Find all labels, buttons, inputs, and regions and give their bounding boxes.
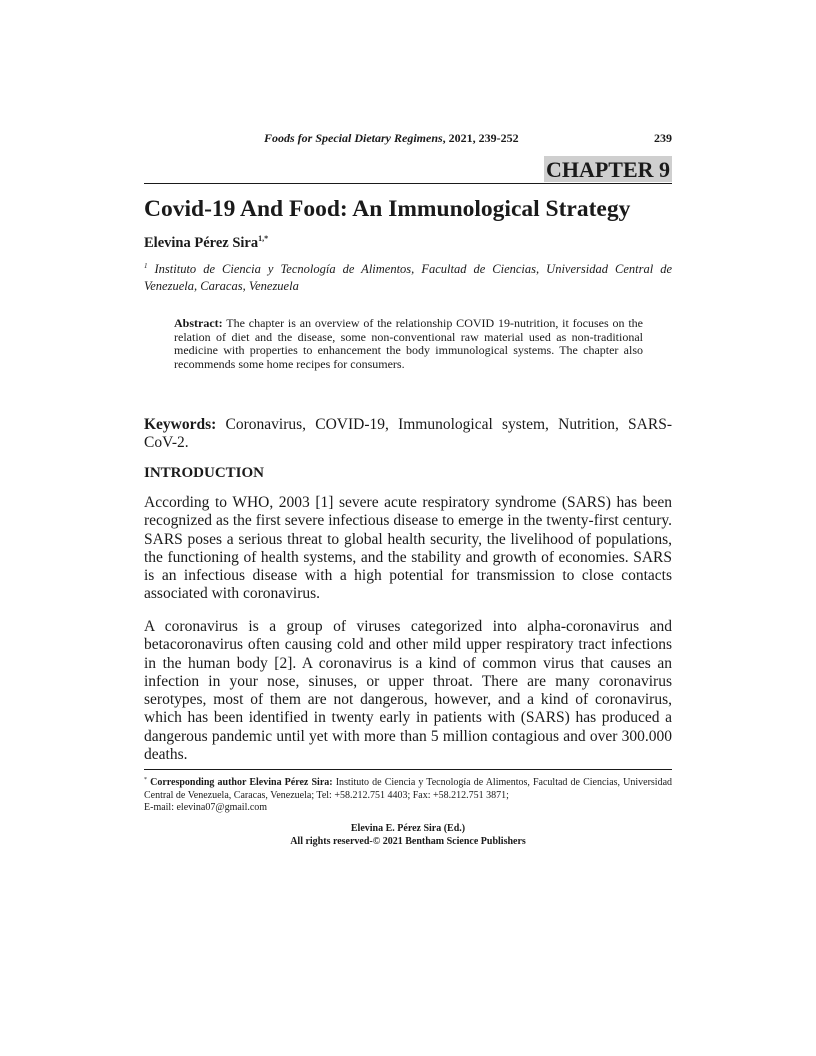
- footnote-text: Instituto de Ciencia y Tecnología de Alimentos, Facultad de Ciencias, Universidad Central de Venezuela, Caracas, Venezuela; Tel: +58.212.751 4403; Fax: +58.212.751 3871;: [144, 777, 673, 801]
- keywords-block: [144, 416, 672, 452]
- section-heading-introduction: INTRODUCTION: [144, 465, 265, 481]
- chapter-rule: [144, 156, 672, 184]
- keywords-text: Coronavirus, COVID-19, Immunological system, Nutrition, SARS-CoV-2.: [144, 416, 672, 451]
- abstract-block: [174, 317, 643, 371]
- chapter-label: CHAPTER 9: [545, 157, 670, 182]
- journal-title: Foods for Special Dietary Regimens: [264, 131, 443, 145]
- page-number: 239: [654, 131, 672, 145]
- journal-details: , 2021, 239-252: [442, 131, 519, 145]
- footnote-divider: [144, 769, 672, 770]
- affiliation: [144, 258, 672, 295]
- journal-citation: [264, 131, 519, 146]
- body-paragraph: According to WHO, 2003 [1] severe acute respiratory syndrome (SARS) has been recognized as the first severe infectious disease to emerge in the twenty-first century. SARS poses a serious threat to global health security, the livelihood of populations, the functioning of health systems, and the stability and growth of economies. SARS is an infectious disease with a high potential for transmission to close contacts associated with coronavirus.: [144, 494, 672, 603]
- footer-editor: Elevina E. Pérez Sira (Ed.): [350, 823, 466, 834]
- footnote-label: Corresponding author Elevina Pérez Sira:: [150, 777, 333, 788]
- footnote-body: [144, 774, 672, 802]
- author-superscript: 1,*: [258, 234, 269, 243]
- footnote: [144, 774, 672, 815]
- footnote-marker: *: [144, 777, 147, 783]
- abstract-text: The chapter is an overview of the relationship COVID 19-nutrition, it focuses on the relation of diet and the disease, some non-conventional raw material used as non-traditional medicine with properties to enhancement the body immunological systems. The chapter also recommends some home recipes for consumers.: [174, 316, 643, 371]
- affiliation-text: Instituto de Ciencia y Tecnología de Alimentos, Facultad de Ciencias, Universidad Central de Venezuela, Caracas, Venezuela: [144, 262, 672, 293]
- chapter-title: Covid-19 And Food: An Immunological Strategy: [144, 196, 631, 222]
- abstract-label: Abstract:: [174, 316, 223, 330]
- affiliation-superscript: 1: [144, 262, 148, 270]
- footnote-email: E-mail: elevina07@gmail.com: [144, 802, 268, 813]
- footer-rights: All rights reserved-© 2021 Bentham Science Publishers: [290, 835, 526, 847]
- keywords-label: Keywords:: [144, 416, 217, 433]
- author-line: [144, 234, 268, 252]
- page-footer: [144, 823, 672, 848]
- body-paragraph: A coronavirus is a group of viruses categorized into alpha-coronavirus and betacoronavirus often causing cold and other mild upper respiratory tract infections in the human body [2]. A coronavirus is a kind of common virus that causes an infection in your nose, sinuses, or upper throat. There are many coronavirus serotypes, most of them are not dangerous, however, and a kind of coronavirus, which has been identified in twenty early in patients with (SARS) has produced a dangerous pandemic until yet with more than 5 million contagious and over 300.000 deaths.: [144, 618, 672, 764]
- author-name: Elevina Pérez Sira: [144, 235, 259, 251]
